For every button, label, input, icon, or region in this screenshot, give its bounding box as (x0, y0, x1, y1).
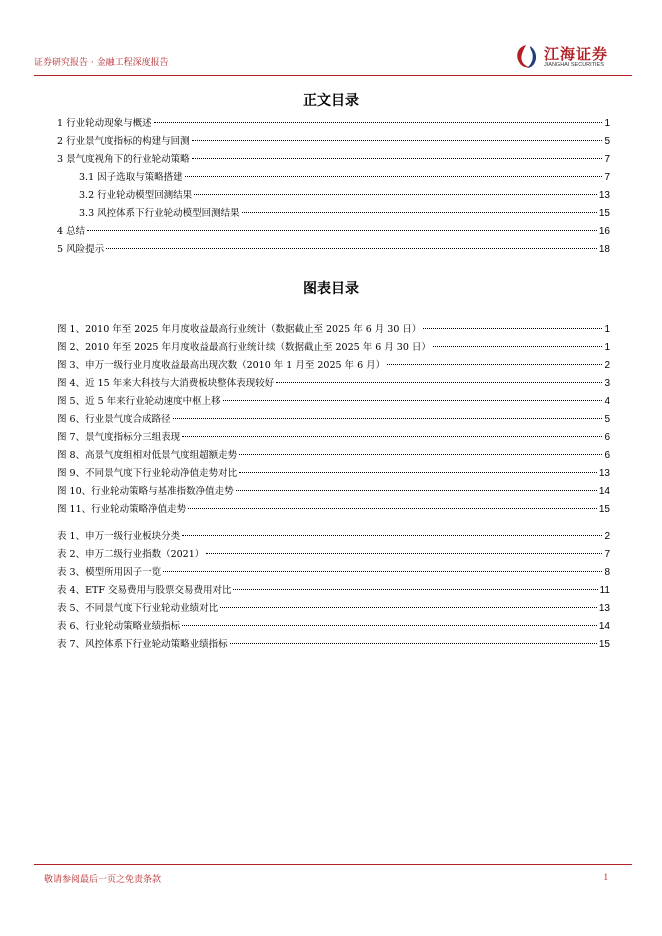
figure-entry[interactable] (57, 393, 610, 411)
table-entry[interactable] (57, 618, 610, 636)
table-entry[interactable] (57, 564, 610, 582)
figure-entry-page: 3 (604, 378, 610, 389)
figure-entry[interactable] (57, 501, 610, 519)
table-entry[interactable] (57, 636, 610, 654)
figure-entry-label: 图 8、高景气度组相对低景气度组超额走势 (57, 450, 238, 461)
toc-entry[interactable] (57, 133, 610, 151)
leader-dots (236, 490, 597, 491)
table-entry-page: 15 (598, 639, 610, 650)
table-entry-page: 11 (599, 585, 610, 596)
figure-entry-page: 13 (598, 468, 610, 479)
toc-entry-label: 3.3 风控体系下行业轮动模型回测结果 (79, 208, 240, 219)
table-entry-label: 表 4、ETF 交易费用与股票交易费用对比 (57, 585, 232, 596)
table-entry[interactable] (57, 582, 610, 600)
table-entry-page: 2 (604, 531, 610, 542)
leader-dots (239, 472, 597, 473)
figure-entry-page: 6 (604, 450, 610, 461)
leader-dots (194, 194, 597, 195)
figure-entry[interactable] (57, 483, 610, 501)
figure-entry-page: 15 (598, 504, 610, 515)
disclaimer-link[interactable]: 敬请参阅最后一页之免责条款 (44, 875, 162, 885)
toc-subentry[interactable] (57, 205, 610, 223)
toc-entry-page: 16 (598, 226, 610, 237)
figure-entry-label: 图 2、2010 年至 2025 年月度收益最高行业统计续（数据截止至 2025 年 6 月 30 日） (57, 342, 431, 353)
table-entry-label: 表 6、行业轮动策略业绩指标 (57, 621, 181, 632)
figure-entry-page: 14 (598, 486, 610, 497)
toc-entry-page: 15 (598, 208, 610, 219)
figure-entry[interactable] (57, 447, 610, 465)
table-entry-label: 表 5、不同景气度下行业轮动业绩对比 (57, 603, 219, 614)
figure-entry-label: 图 4、近 15 年来大科技与大消费板块整体表现较好 (57, 378, 275, 389)
toc-entry-page: 13 (598, 190, 610, 201)
leader-dots (87, 230, 597, 231)
table-entry[interactable] (57, 546, 610, 564)
figure-entry-page: 1 (604, 342, 610, 353)
logo-text-cn: 江海证券 (544, 45, 609, 63)
leader-dots (242, 212, 597, 213)
toc-entry-page: 1 (604, 118, 610, 129)
toc-entry-label: 3 景气度视角下的行业轮动策略 (57, 154, 190, 165)
table-list (57, 528, 610, 654)
toc-entry-label: 5 风险提示 (57, 244, 105, 255)
table-entry-label: 表 7、风控体系下行业轮动策略业绩指标 (57, 639, 228, 650)
figure-entry-label: 图 5、近 5 年来行业轮动速度中枢上移 (57, 396, 221, 407)
figure-entry-label: 图 10、行业轮动策略与基准指数净值走势 (57, 486, 234, 497)
leader-dots (192, 140, 603, 141)
page-header (34, 40, 632, 74)
toc-entry-label: 4 总结 (57, 226, 86, 237)
header-divider (34, 75, 632, 76)
figure-entry-label: 图 3、申万一级行业月度收益最高出现次数（2010 年 1 月至 2025 年 6 月） (57, 360, 386, 371)
figure-entry-label: 图 9、不同景气度下行业轮动净值走势对比 (57, 468, 238, 479)
figure-entry-label: 图 1、2010 年至 2025 年月度收益最高行业统计（数据截止至 2025 年 6 月 30 日） (57, 324, 422, 335)
leader-dots (188, 508, 597, 509)
leader-dots (276, 382, 602, 383)
leader-dots (220, 607, 597, 608)
leader-dots (387, 364, 602, 365)
toc-entry-page: 7 (604, 154, 610, 165)
figure-entry-page: 2 (604, 360, 610, 371)
report-type: 证券研究报告 · 金融工程深度报告 (34, 58, 169, 68)
toc-entry-page: 7 (604, 172, 610, 183)
toc-entry-label: 1 行业轮动现象与概述 (57, 118, 152, 129)
toc-entry[interactable] (57, 151, 610, 169)
leader-dots (239, 454, 602, 455)
table-entry-page: 7 (604, 549, 610, 560)
figure-entry[interactable] (57, 339, 610, 357)
figure-entry[interactable] (57, 429, 610, 447)
toc-entry-label: 3.2 行业轮动模型回测结果 (79, 190, 193, 201)
leader-dots (163, 571, 602, 572)
figure-entry[interactable] (57, 411, 610, 429)
leader-dots (182, 625, 597, 626)
leader-dots (230, 643, 597, 644)
table-entry[interactable] (57, 600, 610, 618)
leader-dots (182, 436, 602, 437)
company-logo (512, 42, 632, 72)
toc-list (57, 115, 610, 259)
leader-dots (206, 553, 602, 554)
toc-title: 正文目录 (303, 93, 359, 109)
toc-entry-page: 18 (598, 244, 610, 255)
figure-entry-page: 6 (604, 432, 610, 443)
leader-dots (185, 176, 603, 177)
figure-entry[interactable] (57, 375, 610, 393)
figure-entry-page: 5 (604, 414, 610, 425)
toc-subentry[interactable] (57, 169, 610, 187)
logo-text-en: JIANGHAI SECURITIES (544, 62, 604, 68)
figure-entry-page: 1 (604, 324, 610, 335)
figure-entry-label: 图 6、行业景气度合成路径 (57, 414, 171, 425)
table-entry-page: 13 (598, 603, 610, 614)
footer-divider (34, 864, 632, 865)
figure-list (57, 321, 610, 519)
page-number: 1 (603, 872, 608, 882)
figure-entry-label: 图 11、行业轮动策略净值走势 (57, 504, 187, 515)
leader-dots (233, 589, 597, 590)
toc-entry[interactable] (57, 241, 610, 259)
toc-subentry[interactable] (57, 187, 610, 205)
table-entry-label: 表 2、申万二级行业指数（2021） (57, 549, 205, 560)
table-entry-page: 8 (604, 567, 610, 578)
figures-title: 图表目录 (303, 281, 359, 297)
leader-dots (106, 248, 597, 249)
toc-entry[interactable] (57, 115, 610, 133)
leader-dots (154, 122, 603, 123)
leader-dots (433, 346, 603, 347)
figure-entry[interactable] (57, 357, 610, 375)
table-entry-page: 14 (598, 621, 610, 632)
table-entry[interactable] (57, 528, 610, 546)
leader-dots (173, 418, 603, 419)
figure-entry[interactable] (57, 465, 610, 483)
jianghai-logo-icon (512, 42, 540, 70)
figure-entry-page: 4 (604, 396, 610, 407)
figure-entry-label: 图 7、景气度指标分三组表现 (57, 432, 181, 443)
leader-dots (182, 535, 602, 536)
toc-entry[interactable] (57, 223, 610, 241)
leader-dots (423, 328, 602, 329)
table-entry-label: 表 1、申万一级行业板块分类 (57, 531, 181, 542)
toc-entry-label: 3.1 因子选取与策略搭建 (79, 172, 183, 183)
toc-entry-label: 2 行业景气度指标的构建与回测 (57, 136, 190, 147)
figure-entry[interactable] (57, 321, 610, 339)
leader-dots (223, 400, 603, 401)
toc-entry-page: 5 (604, 136, 610, 147)
table-entry-label: 表 3、模型所用因子一览 (57, 567, 162, 578)
leader-dots (192, 158, 603, 159)
